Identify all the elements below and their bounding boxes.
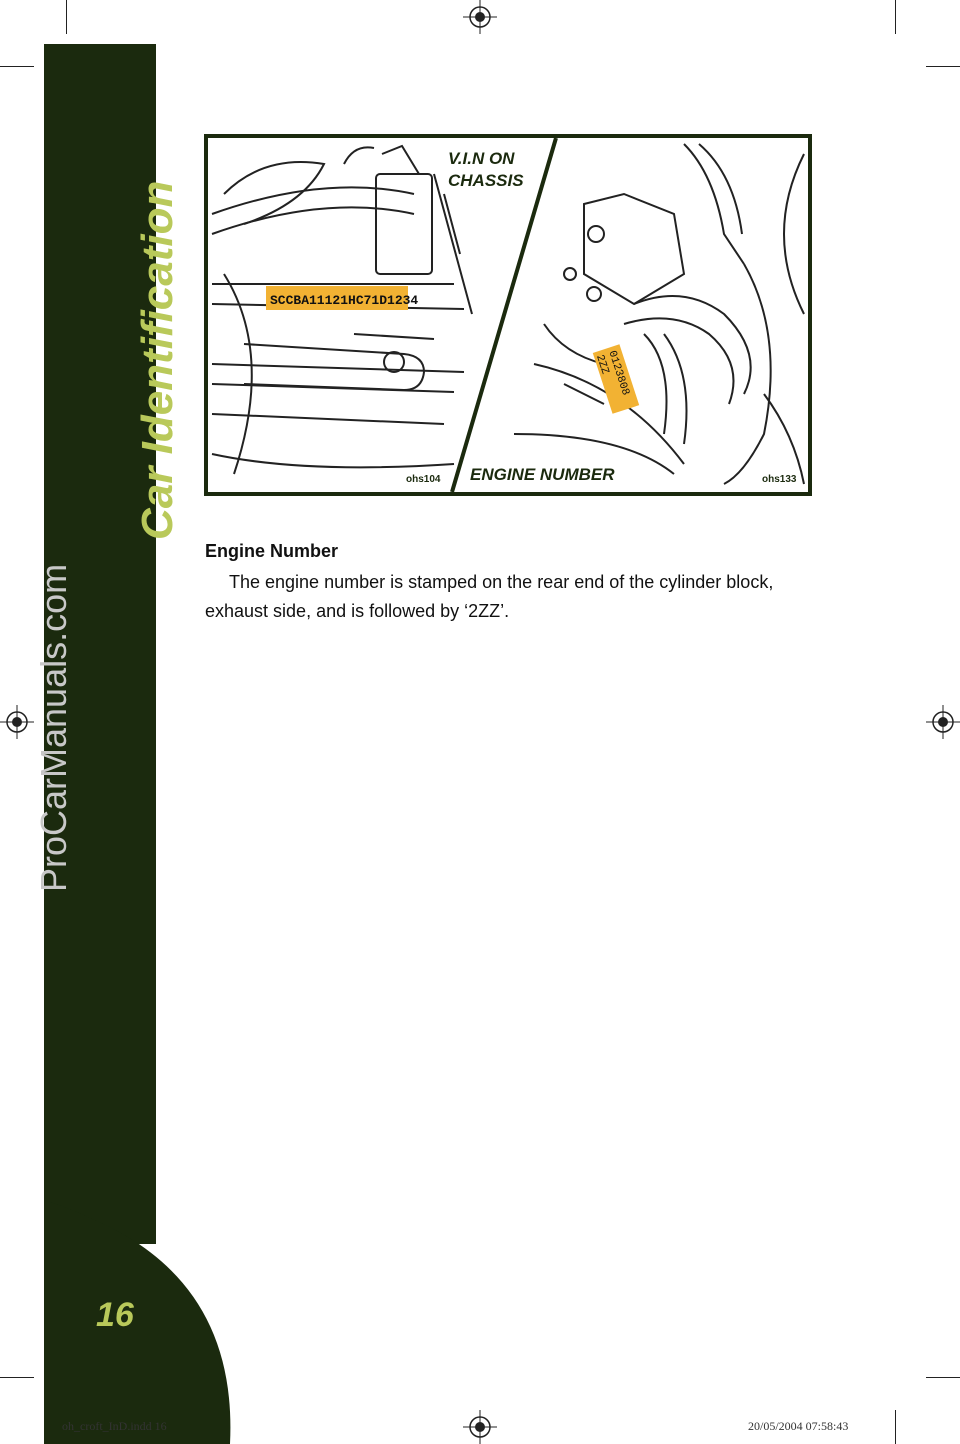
crop-mark [895,1410,896,1444]
crop-mark [66,0,67,34]
engine-number-label: ENGINE NUMBER [470,465,615,484]
crop-mark [895,0,896,34]
crop-mark [0,66,34,67]
watermark [0,520,90,900]
figure-ref-left: ohs104 [406,474,441,485]
vin-plate-text: SCCBA11121HC71D1234 [270,293,419,308]
engine-vin-figure [204,134,812,496]
section-heading: Engine Number [205,541,339,561]
footer-file-slug: oh_croft_InD.indd 16 [62,1419,167,1433]
registration-mark-icon [463,1410,497,1444]
page-tab [30,1200,240,1444]
watermark-text: ProCarManuals.com [33,563,74,892]
registration-mark-icon [926,705,960,739]
registration-mark-icon [463,0,497,34]
section-title-text: Car Identification [133,180,182,540]
footer-date-slug: 20/05/2004 07:58:43 [748,1419,849,1433]
vin-label-line1: V.I.N ON [448,149,515,168]
crop-mark [0,1377,34,1378]
body-paragraph: The engine number is stamped on the rear end of the cylinder block, exhaust side, and is followed by ‘2ZZ’. [205,572,774,621]
engine-stamp-line2: 2ZZ [593,353,611,376]
figure-ref-right: ohs133 [762,474,797,485]
vin-label-line2: CHASSIS [448,171,524,190]
engine-stamp-line1: 0123808 [605,349,632,397]
page-number: 16 [96,1296,134,1334]
crop-mark [926,1377,960,1378]
crop-mark [926,66,960,67]
sidebar-section-title [48,130,188,550]
